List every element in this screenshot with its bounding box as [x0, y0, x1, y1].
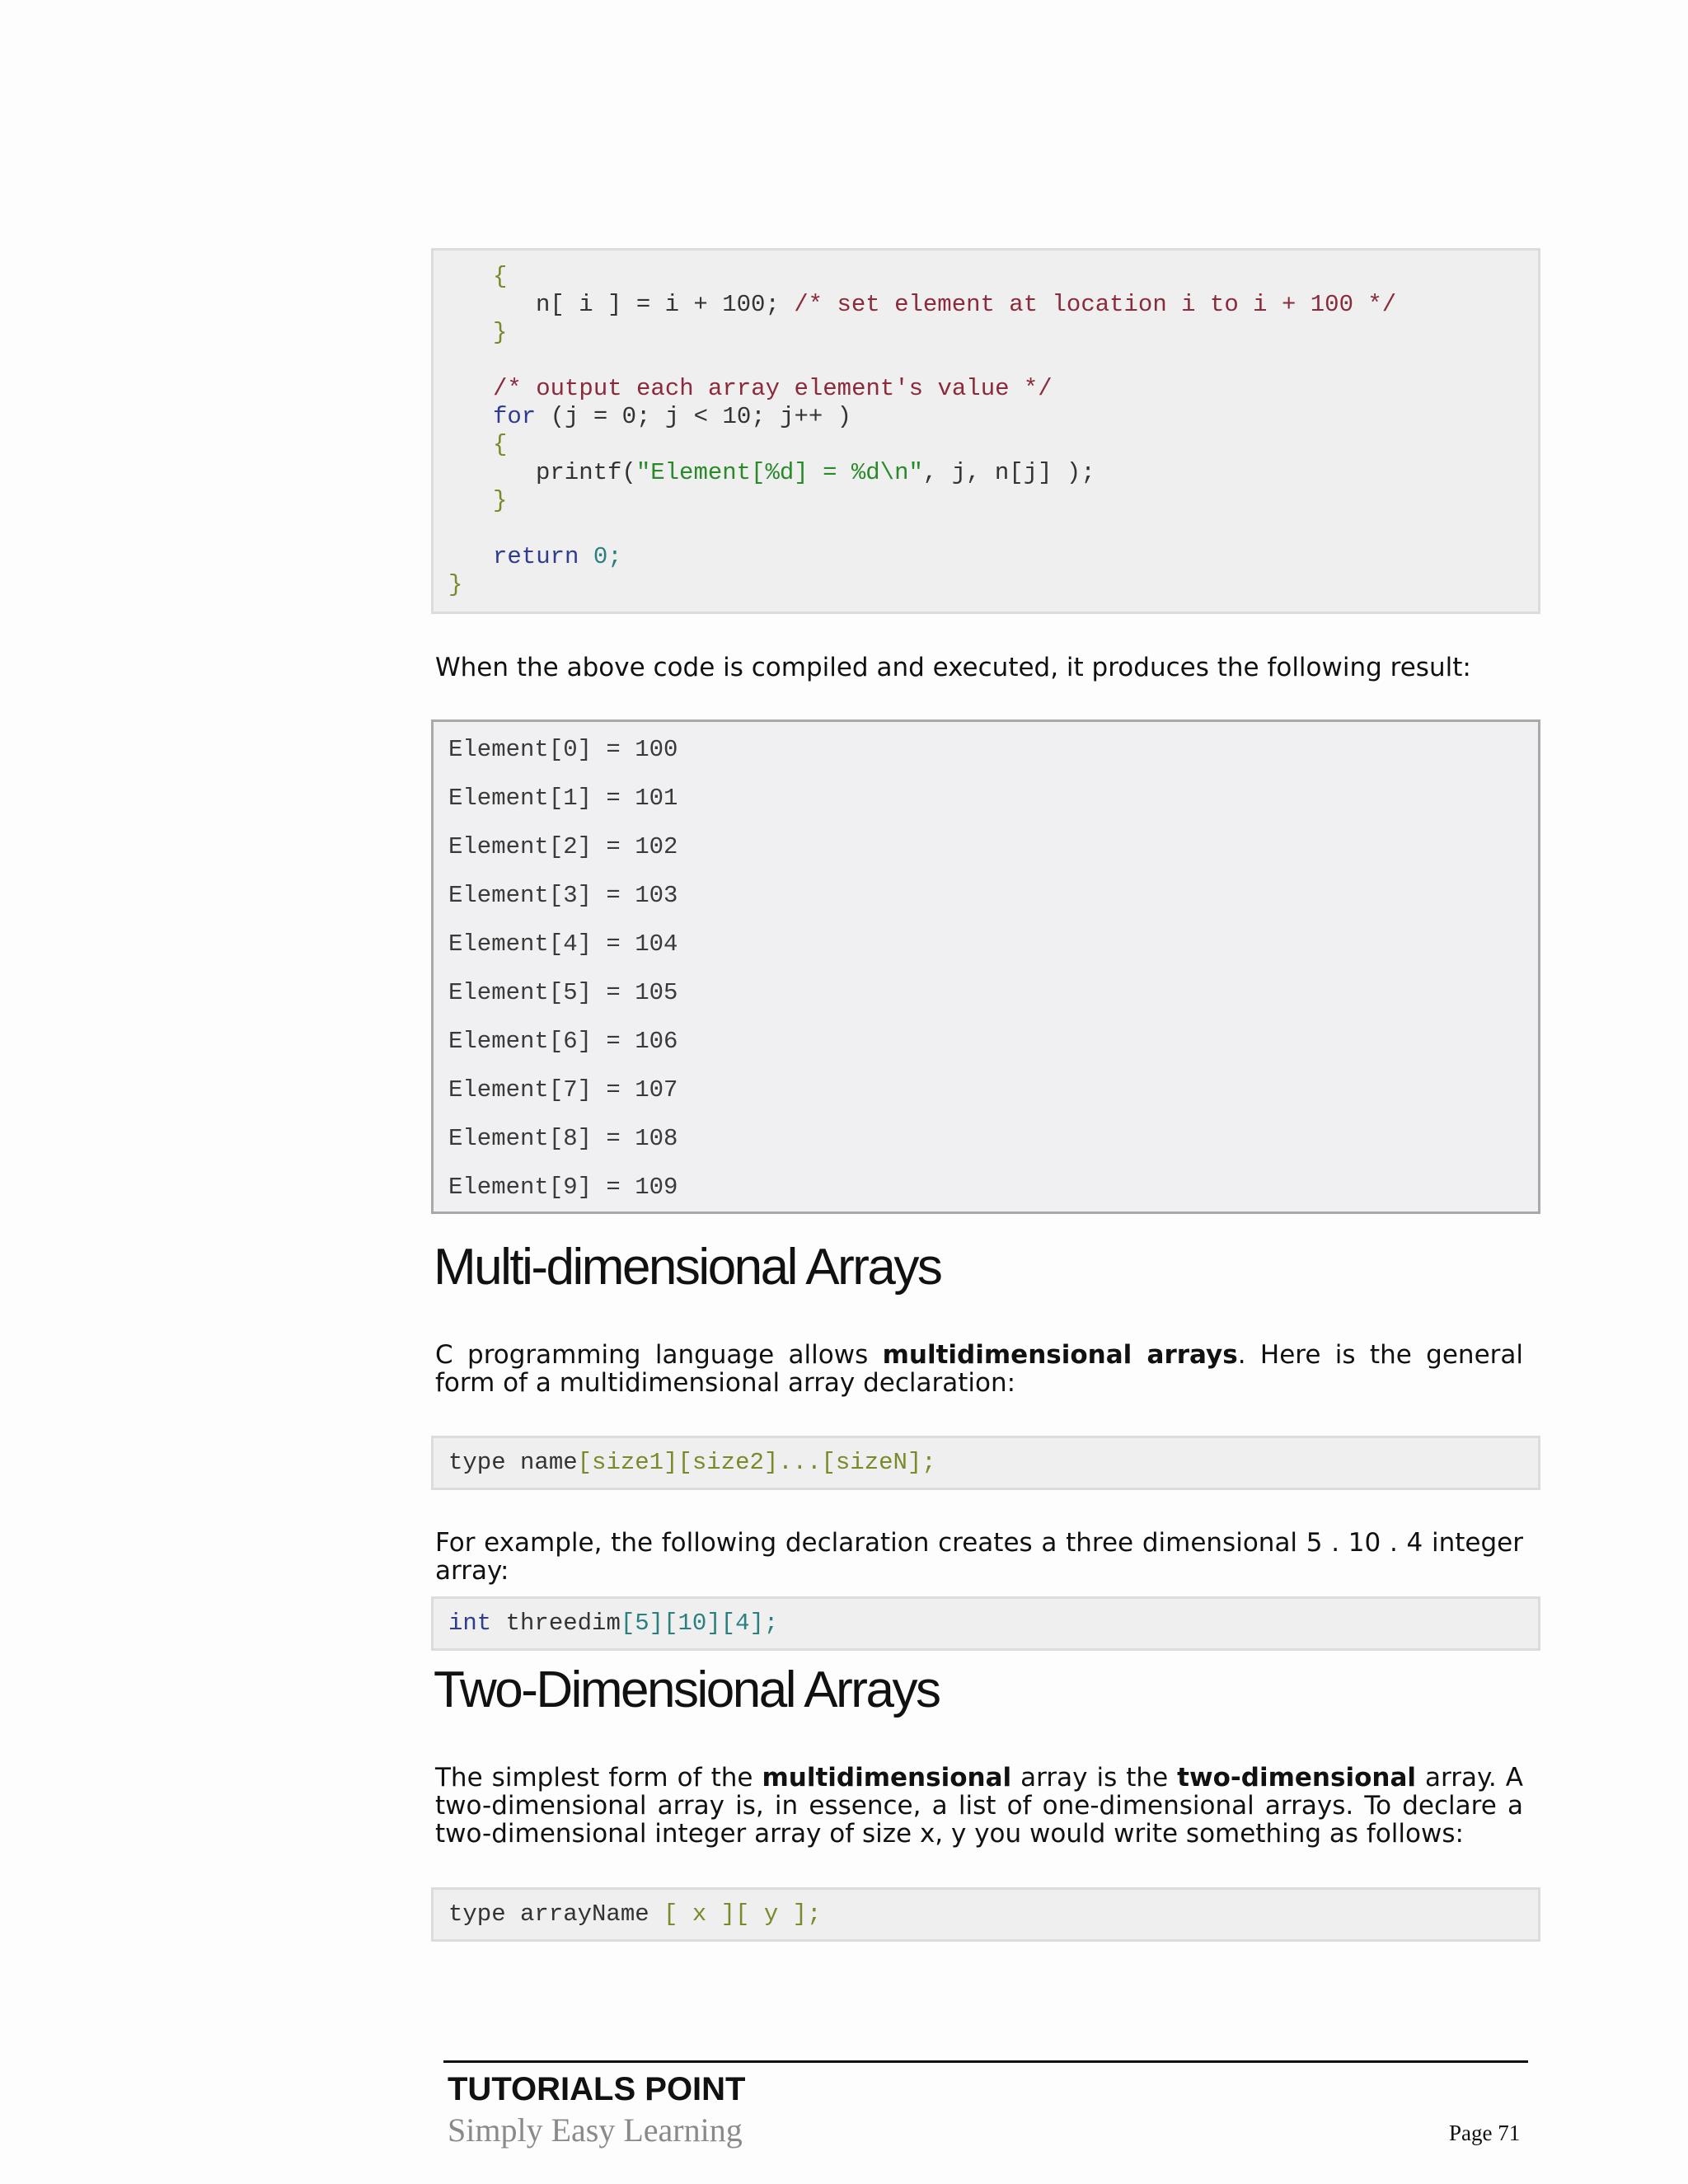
code-line: type name[size1][size2]...[sizeN]; [448, 1449, 936, 1476]
output-line: Element[3] = 103 [448, 882, 678, 909]
code-block-general-form [431, 1436, 1540, 1490]
output-line: Element[5] = 105 [448, 979, 678, 1006]
output-line: Element[2] = 102 [448, 833, 678, 860]
code-line: type arrayName [ x ][ y ]; [448, 1900, 822, 1928]
footer-tagline: Simply Easy Learning [448, 2111, 743, 2149]
output-line: Element[7] = 107 [448, 1076, 678, 1104]
code-block-array-loop [431, 248, 1540, 614]
output-line: Element[4] = 104 [448, 930, 678, 958]
code-line: n[ i ] = i + 100; /* set element at location i to i + 100 */ [536, 291, 1397, 318]
code-line: for (j = 0; j < 10; j++ ) [493, 403, 852, 430]
footer-brand: TUTORIALS POINT [448, 2071, 746, 2107]
output-block [431, 719, 1540, 1214]
page-number: Page 71 [1449, 2121, 1521, 2145]
two-dimensional-intro: The simplest form of the multidimensional array is the two-dimensional array. A two-dimensional array is, in essence, a list of one-dimensional arrays. To declare a two-dimensional integer array of size x, y you would write something as follows: [435, 1763, 1523, 1849]
output-line: Element[0] = 100 [448, 736, 678, 763]
code-line: printf("Element[%d] = %d\n", j, n[j] ); [536, 459, 1095, 486]
code-line: int threedim[5][10][4]; [448, 1610, 779, 1637]
code-line: { [493, 431, 508, 458]
code-block-threedim [431, 1596, 1540, 1651]
footer-rule [443, 2060, 1528, 2063]
multidimensional-intro: C programming language allows multidimensional arrays. Here is the general form of a multidimensional array declaration: [435, 1340, 1523, 1398]
result-intro: When the above code is compiled and executed, it produces the following result: [435, 653, 1471, 682]
output-line: Element[9] = 109 [448, 1174, 678, 1201]
code-line: } [493, 319, 508, 346]
code-line: } [448, 571, 463, 598]
code-line: return 0; [493, 543, 622, 570]
code-comment: /* output each array element's value */ [493, 375, 1053, 402]
output-line: Element[1] = 101 [448, 785, 678, 812]
section-heading-multidimensional: Multi-dimensional Arrays [434, 1239, 941, 1296]
example-intro: For example, the following declaration creates a three dimensional 5 . 10 . 4 integer array: [435, 1528, 1523, 1586]
code-block-2d-declaration [431, 1887, 1540, 1942]
code-line: { [493, 263, 508, 290]
output-line: Element[8] = 108 [448, 1125, 678, 1152]
code-line: } [493, 487, 508, 514]
output-line: Element[6] = 106 [448, 1028, 678, 1055]
section-heading-two-dimensional: Two-Dimensional Arrays [434, 1661, 940, 1718]
